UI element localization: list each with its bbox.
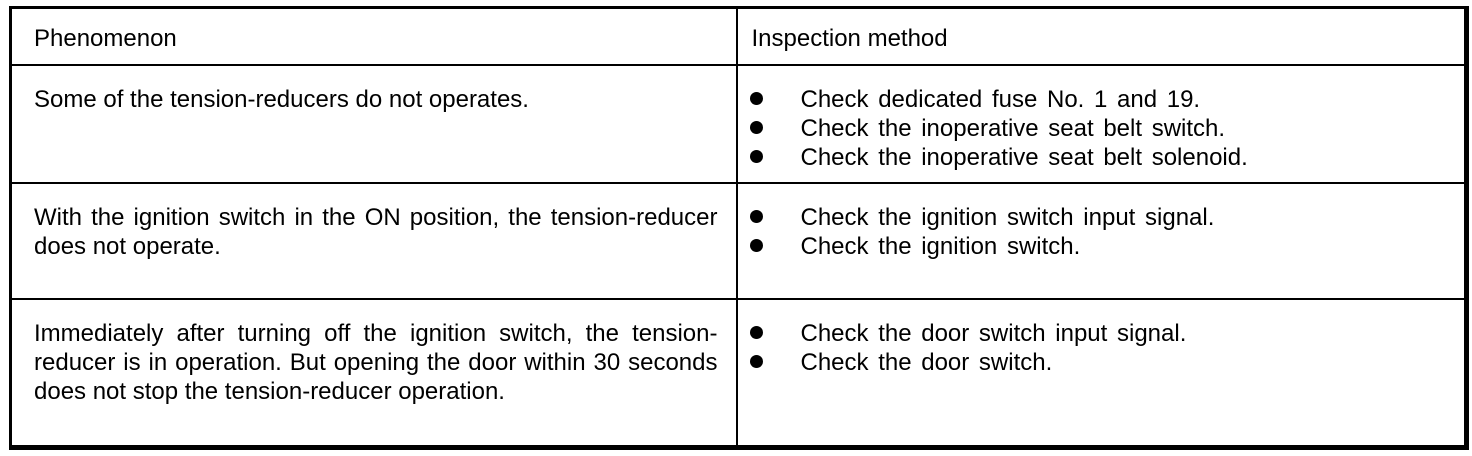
check-list bbox=[748, 203, 1447, 261]
check-item bbox=[748, 319, 1447, 348]
header-phenomenon: Phenomenon bbox=[11, 8, 737, 65]
troubleshooting-table bbox=[9, 6, 1469, 450]
table-row bbox=[11, 183, 1467, 299]
check-text: Check the ignition switch. bbox=[800, 232, 1081, 260]
check-item bbox=[748, 85, 1447, 114]
bullet-dot-icon bbox=[750, 326, 763, 339]
header-inspection-method: Inspection method bbox=[737, 8, 1467, 65]
phenomenon-cell: Some of the tension-reducers do not operates. bbox=[11, 65, 737, 183]
check-text: Check the inoperative seat belt switch. bbox=[800, 114, 1226, 142]
table-row bbox=[11, 299, 1467, 448]
check-list bbox=[748, 85, 1447, 172]
check-text: Check the door switch. bbox=[800, 348, 1053, 376]
check-text: Check dedicated fuse No. 1 and 19. bbox=[800, 85, 1201, 113]
check-text: Check the door switch input signal. bbox=[800, 319, 1187, 347]
inspection-cell bbox=[737, 65, 1467, 183]
phenomenon-cell: With the ignition switch in the ON position, the tension-reducer does not operate. bbox=[11, 183, 737, 299]
check-list bbox=[748, 319, 1447, 377]
bullet-dot-icon bbox=[750, 92, 763, 105]
table-header-row bbox=[11, 8, 1467, 65]
check-item bbox=[748, 143, 1447, 172]
check-item bbox=[748, 114, 1447, 143]
bullet-dot-icon bbox=[750, 239, 763, 252]
bullet-dot-icon bbox=[750, 355, 763, 368]
bullet-dot-icon bbox=[750, 121, 763, 134]
inspection-cell bbox=[737, 299, 1467, 448]
check-item bbox=[748, 232, 1447, 261]
check-item bbox=[748, 348, 1447, 377]
phenomenon-cell: Immediately after turning off the ignition switch, the tension-reducer is in operation. But opening the door within 30 seconds does not stop the tension-reducer operation. bbox=[11, 299, 737, 448]
check-item bbox=[748, 203, 1447, 232]
check-text: Check the ignition switch input signal. bbox=[800, 203, 1215, 231]
check-text: Check the inoperative seat belt solenoid. bbox=[800, 143, 1248, 171]
bullet-dot-icon bbox=[750, 210, 763, 223]
inspection-cell bbox=[737, 183, 1467, 299]
table-row bbox=[11, 65, 1467, 183]
bullet-dot-icon bbox=[750, 150, 763, 163]
